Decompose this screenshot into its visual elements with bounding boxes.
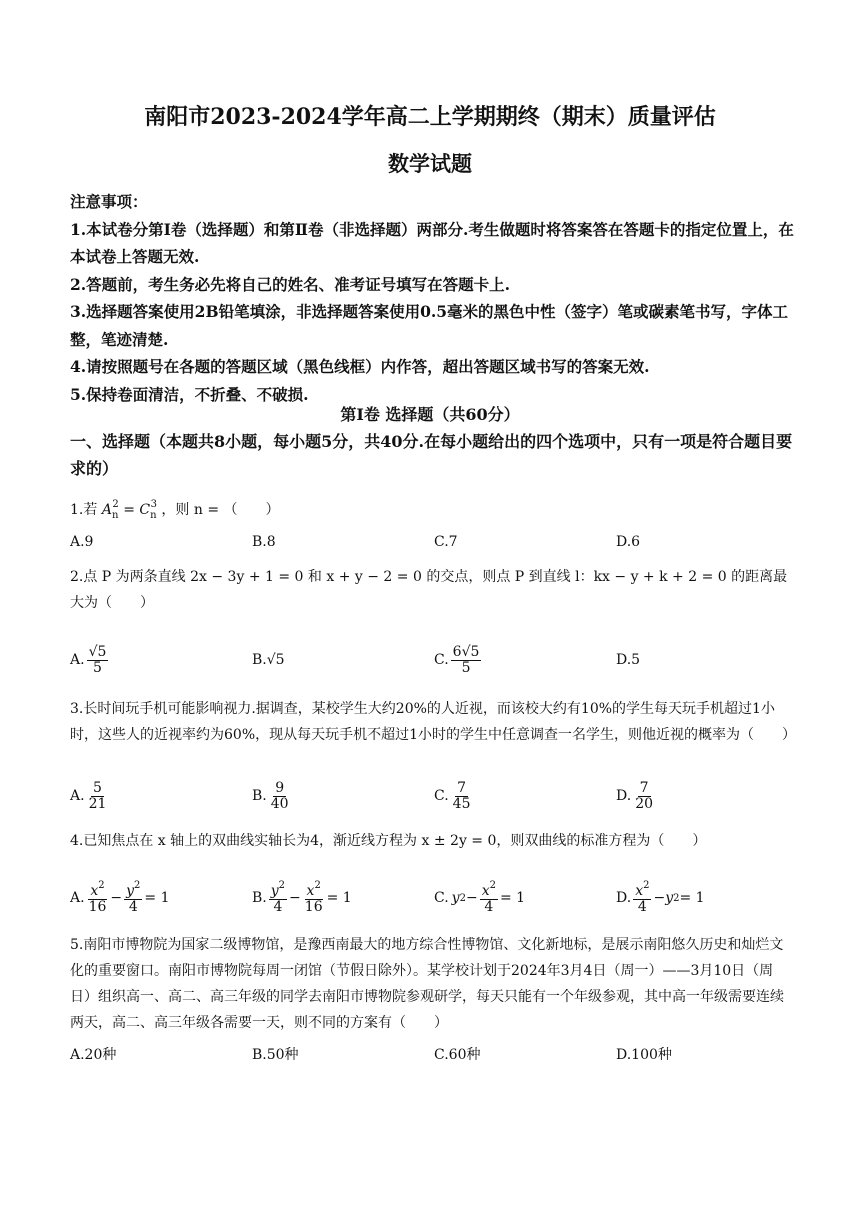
q1-options — [70, 522, 794, 562]
q4-option-b: B. $\frac{y^2}{4}$ − $\frac{x^2}{16}$ = 1 — [252, 880, 352, 915]
q2-option-c: C. $\frac{6√5}{5}$ — [434, 643, 480, 676]
q2-option-a: A. $\frac{√5}{5}$ — [70, 643, 107, 676]
q4-option-a: A. $\frac{x^2}{16}$ − $\frac{y^2}{4}$ = 1 — [70, 880, 170, 915]
q5-option-b: B.50种 — [252, 1047, 299, 1063]
q5-option-d: D.100种 — [616, 1047, 672, 1063]
question-4: 4.已知焦点在 x 轴上的双曲线实轴长为4，渐近线方程为 x ± 2y = 0，则双曲线的标准方程为（ ） — [70, 833, 707, 849]
q5-options — [70, 1034, 794, 1074]
q3-option-c: C. $\frac{7}{45}$ — [434, 779, 471, 812]
q1-option-a: A.9 — [70, 534, 94, 550]
q3-options — [70, 776, 794, 816]
note-item: 3.选择题答案使用2B铅笔填涂，非选择题答案使用0.5毫米的黑色中性（签字）笔或碳素笔书写，字体工整，笔迹清楚. — [70, 302, 789, 349]
q1-prefix: 1.若 — [70, 502, 98, 518]
part-description: 一、选择题（本题共8小题，每小题5分，共40分.在每小题给出的四个选项中，只有一项是符合题目要求的） — [70, 432, 793, 478]
note-item: 5.保持卷面清洁，不折叠、不破损. — [70, 384, 309, 404]
q1-option-d: D.6 — [616, 534, 641, 550]
q1-option-b: B.8 — [252, 534, 276, 550]
q2-option-d: D.5 — [616, 652, 641, 668]
section-heading: 第Ⅰ卷 选择题（共60分） — [340, 405, 520, 424]
q3-option-b: B. $\frac{9}{40}$ — [252, 779, 289, 812]
q5-option-a: A.20种 — [70, 1047, 117, 1063]
q2-option-b: B. √5 — [252, 652, 285, 668]
q1-option-c: C.7 — [434, 534, 458, 550]
q1-suffix: ，则 n = （ ） — [161, 502, 280, 518]
exam-subtitle: 数学试题 — [388, 151, 472, 176]
q4-option-c: C. y 2 − $\frac{x^2}{4}$ = 1 — [434, 880, 526, 915]
q3-option-d: D. $\frac{7}{20}$ — [616, 779, 654, 812]
question-3: 3.长时间玩手机可能影响视力.据调查，某校学生大约20%的人近视，而该校大约有10%的学生每天玩手机超过1小时，这些人的近视率约为60%，现从每天玩手机不超过1小时的学生中任意调查一名学生，则他近视的概率为（ ） — [70, 701, 797, 743]
notes-heading: 注意事项： — [70, 192, 148, 211]
question-5: 5.南阳市博物院为国家二级博物馆，是豫西南最大的地方综合性博物馆、文化新地标，是展示南阳悠久历史和灿烂文化的重要窗口。南阳市博物院每周一闭馆（节假日除外）。某学校计划于2024年3月4日（周一）——3月10日（周日）组织高一、高二、高三年级的同学去南阳市博物院参观研学，每天只能有一个年级参观，其中高一年级需要连续两天，高二、高三年级各需要一天，则不同的方案有（ ） — [70, 937, 784, 1031]
exam-title: 南阳市2023-2024学年高二上学期期终（期末）质量评估 — [144, 104, 716, 130]
note-item: 4.请按照题号在各题的答题区域（黑色线框）内作答，超出答题区域书写的答案无效. — [70, 357, 650, 376]
note-item: 1.本试卷分第Ⅰ卷（选择题）和第Ⅱ卷（非选择题）两部分.考生做题时将答案答在答题卡的指定位置上，在本试卷上答题无效. — [70, 219, 794, 266]
q1-formula: $A_n^2 = C_n^3$ — [101, 499, 157, 521]
q2-options — [70, 640, 794, 680]
q4-option-d: D. $\frac{x^2}{4}$ − y 2 = 1 — [616, 880, 705, 915]
notes-section — [70, 188, 794, 408]
q3-option-a: A. $\frac{5}{21}$ — [70, 779, 107, 812]
note-item: 2.答题前，考生务必先将自己的姓名、准考证号填写在答题卡上. — [70, 274, 511, 294]
q5-option-c: C.60种 — [434, 1047, 481, 1063]
question-2: 2.点 P 为两条直线 2x − 3y + 1 = 0 和 x + y − 2 = 0 的交点，则点 P 到直线 l：kx − y + k + 2 = 0 的距离最大为（ ） — [70, 569, 788, 611]
q4-options — [70, 878, 794, 918]
